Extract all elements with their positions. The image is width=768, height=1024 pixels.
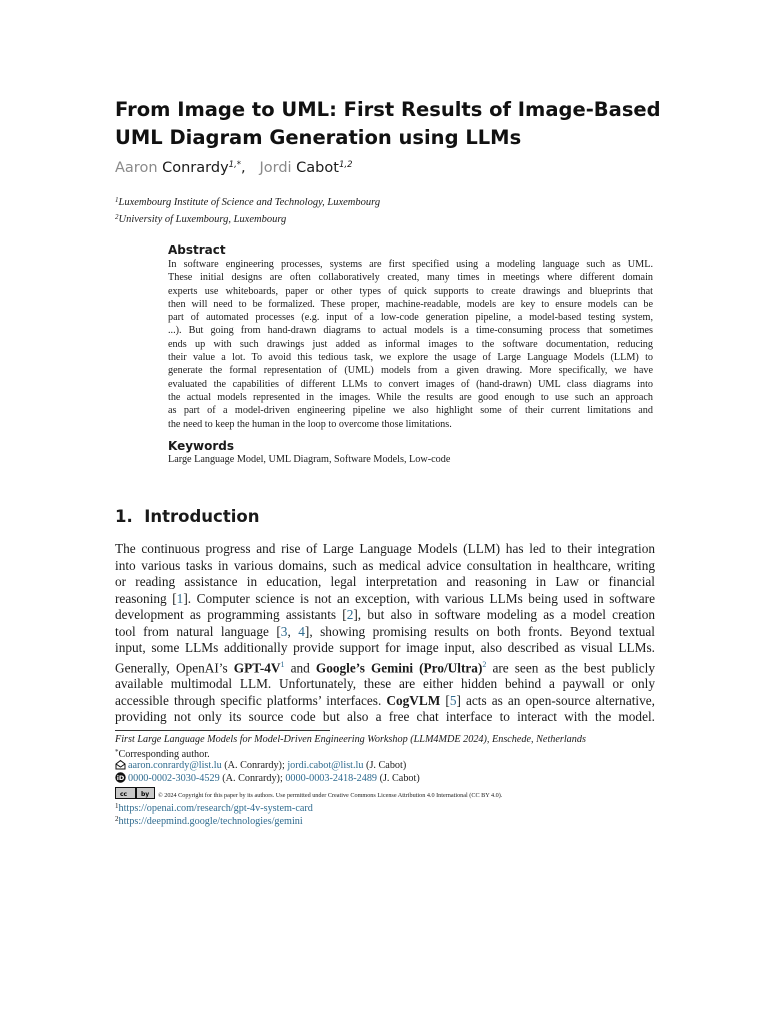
affiliation-mark: 1 (115, 196, 119, 204)
intro-line (115, 607, 655, 624)
bold-term: GPT-4V (233, 659, 281, 675)
footnote-divider (115, 730, 330, 731)
text-run: accessible through specific platforms’ interfaces. (115, 692, 387, 708)
orcid-owner: (A. Conrardy); (219, 773, 286, 784)
abstract-line: experts use whiteboards, paper or other types of quick supports to create drawings and blueprints that (168, 285, 653, 297)
citation-link[interactable]: 1 (176, 590, 184, 606)
intro-line (115, 591, 655, 608)
text-run: ] acts as an open-source alternative, (456, 692, 655, 708)
abstract-line: evaluated the capabilities of different LLMs to convert images of (hand-drawn) UML class diagrams into (168, 378, 653, 390)
intro-line: The continuous progress and rise of Large Language Models (LLM) has led to their integration (115, 541, 655, 556)
orcid-link[interactable]: 0000-0003-2418-2489 (285, 773, 378, 784)
email-owner: (A. Conrardy); (221, 760, 288, 771)
abstract-line: These initial designs are often collaboratively created, many times in meetings where different domain (168, 272, 653, 284)
email-owner: (J. Cabot) (363, 760, 407, 771)
author-given-name: Aaron (115, 160, 158, 176)
section-heading (115, 507, 259, 526)
abstract-line: ends up with such drawings just added as informal images to the software documentation, reducing (168, 338, 653, 350)
text-run: ], but also in software modeling as a model creation (353, 607, 655, 622)
abstract-heading: Abstract (168, 243, 226, 257)
section-title: Introduction (144, 507, 260, 526)
section-number: 1. (115, 507, 133, 526)
text-run: development as programming assistants [ (115, 607, 347, 622)
svg-text:iD: iD (116, 774, 125, 782)
affiliations (115, 193, 380, 227)
text-run: and (284, 659, 316, 675)
author-family-name: Cabot (296, 160, 339, 176)
email-note (115, 759, 406, 772)
citation-link[interactable]: 4 (298, 623, 305, 639)
abstract-line: as part of a model-driven engineering pipeline we also highlight some of their current limitations and (168, 405, 653, 417)
intro-line: providing not only its source code but also a free chat interface to interact with the model. (115, 709, 655, 725)
footnote-mark: 2 (115, 815, 119, 823)
author-separator: , (241, 160, 246, 176)
abstract-line: generate the formal representation of (UML) models from a given drawing. More specifically, we have (168, 365, 653, 377)
text-run: tool from natural language [ (115, 623, 281, 639)
cc-by-badge-icon: cc by (115, 787, 155, 799)
keywords-heading: Keywords (168, 439, 235, 453)
bold-term: CogVLM (386, 692, 441, 708)
affiliation-item (115, 210, 380, 227)
paper-title (115, 96, 675, 152)
text-run: ], showing promising results on both fronts. Beyond textual (304, 623, 656, 639)
author-family-name: Conrardy (162, 160, 229, 176)
email-link[interactable]: aaron.conrardy@list.lu (128, 760, 222, 771)
license-text: © 2024 Copyright for this paper by its authors. Use permitted under Creative Commons License Attribution 4.0 International (CC BY 4.0). (158, 792, 503, 799)
abstract-line: the need to keep the human in the loop to overcome those limitations. (168, 418, 452, 430)
abstract-line: ...). But going from hand-drawn diagrams to actual models is a time-consuming process that sometimes (168, 325, 653, 337)
affiliation-text: Luxembourg Institute of Science and Technology, Luxembourg (118, 197, 381, 208)
keywords-text: Large Language Model, UML Diagram, Software Models, Low-code (168, 454, 451, 465)
author-marks: 1,* (228, 160, 242, 170)
footnote-url-link[interactable]: https://openai.com/research/gpt-4v-system-card (118, 803, 313, 814)
text-run: Generally, OpenAI’s (115, 659, 234, 675)
footnote-ref-link[interactable]: 2 (482, 659, 487, 669)
author-list (115, 160, 352, 176)
text-run: , (287, 623, 299, 639)
corresponding-text: Corresponding author. (118, 749, 210, 760)
affiliation-item (115, 193, 380, 210)
title-line-2: UML Diagram Generation using LLMs (115, 126, 522, 149)
email-link[interactable]: jordi.cabot@list.lu (287, 760, 364, 771)
text-run: are seen as the best publicly (486, 659, 655, 675)
intro-line: input, some LLMs additionally provide support for image input, also described as visual LLMs. (115, 640, 655, 655)
intro-line (115, 624, 655, 641)
abstract-line: In software engineering processes, systems are first specified using a modeling language such as UML. (168, 259, 653, 270)
abstract-body (168, 258, 653, 431)
intro-line: or reading assistance in education, legal interpretation and reasoning in Law or financial (115, 574, 655, 589)
author-given-name: Jordi (259, 160, 292, 176)
citation-link[interactable]: 2 (346, 607, 354, 622)
orcid-link[interactable]: 0000-0002-3030-4529 (128, 773, 220, 784)
text-run: reasoning [ (115, 590, 177, 606)
intro-line (115, 657, 655, 677)
abstract-line: their value a lot. To avoid this tedious task, we explore the usage of Large Language Models (LLM) to (168, 352, 653, 364)
footnote-ref-link[interactable]: 1 (280, 659, 285, 669)
affiliation-mark: 2 (115, 213, 119, 221)
intro-line: into various tasks in various domains, such as medical advice consultation in healthcare, writing (115, 557, 655, 573)
corresponding-mark: * (115, 748, 119, 756)
intro-paragraph (115, 541, 655, 726)
author-marks: 1,2 (338, 160, 353, 170)
intro-line (115, 693, 655, 710)
footnote-mark: 1 (115, 802, 119, 810)
footnote-url-link[interactable]: https://deepmind.google/technologies/gemini (118, 816, 303, 827)
email-icon (115, 759, 126, 770)
abstract-line: then will need to be formalized. These proper, machine-readable, models are key to ensure models can be (168, 298, 653, 310)
text-run: ]. Computer science is not an exception, with various LLMs being used in software (183, 590, 655, 606)
footnote-2 (115, 813, 303, 828)
affiliation-text: University of Luxembourg, Luxembourg (118, 214, 287, 225)
orcid-owner: (J. Cabot) (377, 773, 420, 784)
intro-line: available multimodal LLM. Unfortunately, these are either hidden behind a paywall or only (115, 676, 655, 692)
citation-link[interactable]: 3 (280, 623, 288, 639)
venue-note: First Large Language Models for Model-Driven Engineering Workshop (LLM4MDE 2024), Enschede, Netherlands (115, 734, 586, 745)
bold-term: Google’s Gemini (Pro/Ultra) (315, 659, 483, 675)
text-run: [ (440, 692, 450, 708)
citation-link[interactable]: 5 (449, 692, 457, 708)
orcid-icon (115, 772, 126, 783)
title-line-1: From Image to UML: First Results of Image-Based (115, 98, 661, 121)
abstract-line: the actual models represented in the images. While the results are good enough to use such an approach (168, 391, 653, 403)
orcid-note (115, 772, 420, 785)
abstract-line: part of automated processes (e.g. input of a low-code generation pipeline, a model-based testing system, (168, 312, 653, 324)
